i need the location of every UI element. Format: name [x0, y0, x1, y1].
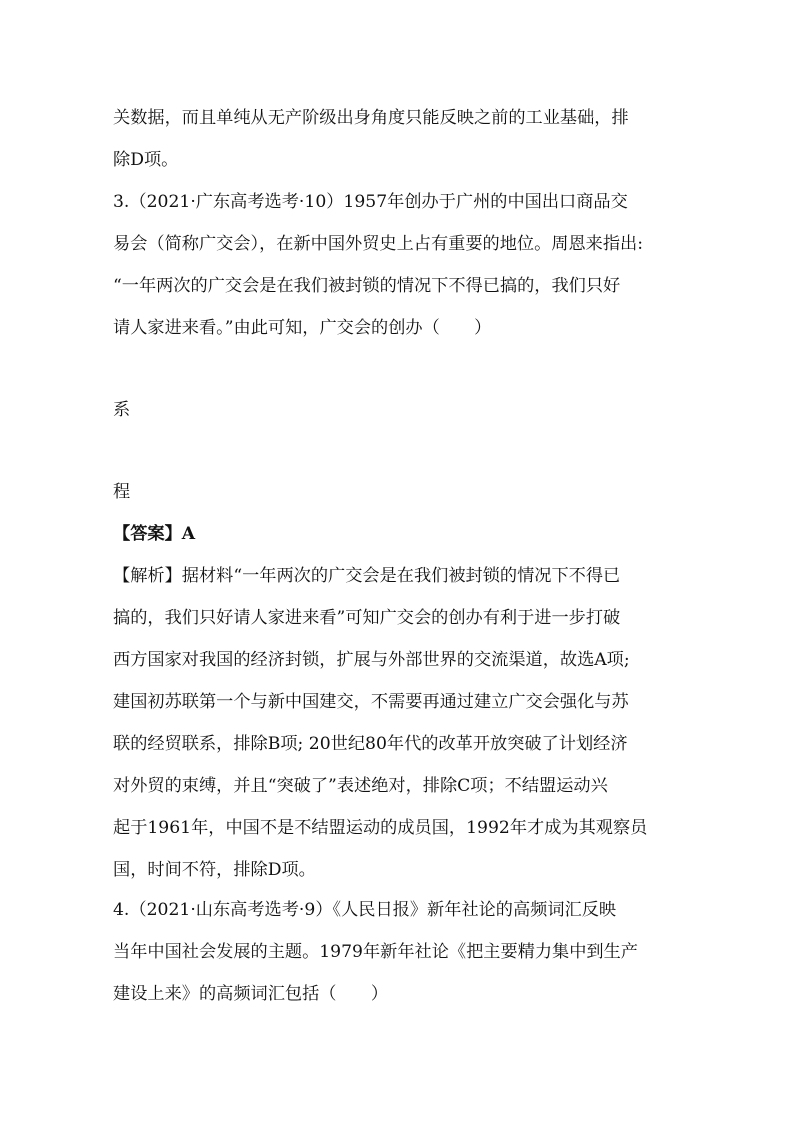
q3-analysis-line-1: 【解析】据材料“一年两次的广交会是在我们被封锁的情况下不得已 [113, 566, 621, 586]
q4-stem-line-1: 4.（2021·山东高考选考·9）《人民日报》新年社论的高频词汇反映 [113, 900, 617, 920]
prev-analysis-line-1: 关数据，而且单纯从无产阶级出身角度只能反映之前的工业基础，排 [113, 108, 629, 128]
q3-option-b-continued: 系 [113, 400, 131, 420]
q3-stem-line-1: 3.（2021·广东高考选考·10）1957年创办于广州的中国出口商品交 [113, 192, 628, 212]
q3-analysis-line-5: 联的经贸联系，排除B项; 20世纪80年代的改革开放突破了计划经济 [113, 734, 628, 754]
q3-analysis-line-4: 建国初苏联第一个与新中国建交，不需要再通过建立广交会强化与苏 [113, 692, 629, 712]
q3-answer: 【答案】A [113, 524, 196, 544]
q3-analysis-line-6: 对外贸的束缚，并且“突破了”表述绝对，排除C项；不结盟运动兴 [113, 776, 608, 796]
q3-analysis-line-2: 搞的，我们只好请人家进来看”可知广交会的创办有利于进一步打破 [113, 608, 621, 628]
q3-stem-line-2: 易会（简称广交会），在新中国外贸史上占有重要的地位。周恩来指出: [113, 234, 644, 254]
prev-analysis-line-2: 除D项。 [113, 150, 179, 170]
q3-analysis-line-8: 国，时间不符，排除D项。 [113, 860, 316, 880]
q3-stem-line-4: 请人家进来看。”由此可知，广交会的创办（ ） [113, 318, 492, 338]
q3-analysis-line-7: 起于1961年，中国不是不结盟运动的成员国，1992年才成为其观察员 [113, 818, 648, 838]
q3-analysis-line-3: 西方国家对我国的经济封锁，扩展与外部世界的交流渠道，故选A项; [113, 650, 630, 670]
q4-stem-line-3: 建设上来》的高频词汇包括（ ） [113, 984, 389, 1004]
q4-stem-line-2: 当年中国社会发展的主题。1979年新年社论《把主要精力集中到生产 [113, 942, 638, 962]
q3-option-d-continued: 程 [113, 482, 131, 502]
q3-stem-line-3: “一年两次的广交会是在我们被封锁的情况下不得已搞的，我们只好 [113, 276, 621, 296]
